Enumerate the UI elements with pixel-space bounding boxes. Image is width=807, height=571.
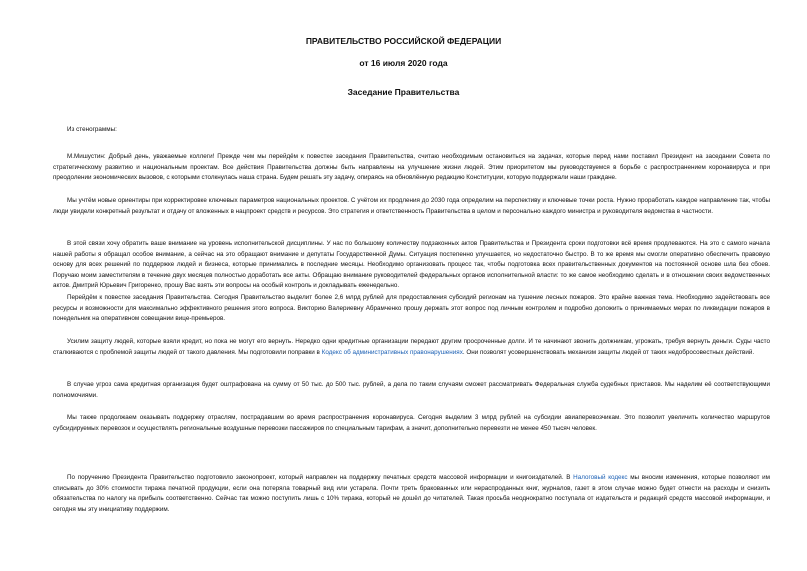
paragraph: В этой связи хочу обратить ваше внимание на уровень исполнительской дисциплины. У нас по большому количеству подзаконных актов Правительства и Президента сроки подготовки всё время продлеваются. На это с самого начала нашей работы я обращал особое внимание, а сейчас на это обращают внимание и депутаты Государственной Думы. Ситуация постепенно улучшается, но недостаточно быстро. В то же время мы смогли оперативно обеспечить правовую основу для всех решений по поддержке людей и бизнеса, которые принимались в последние месяцы. Необходимо организовать процесс так, чтобы подготовка всех правительственных документов на постоянной основе шла без сбоев. Поручаю моим заместителям в течение двух месяцев полностью доработать все акты. Обращаю внимание руководителей федеральных органов исполнительной власти: то же самое необходимо сделать и в отношении своих ведомственных актов. Дмитрий Юрьевич Григоренко, прошу Вас взять эти вопросы на особый контроль и докладывать еженедельно. (53, 240, 770, 289)
paragraph: Мы учтём новые ориентиры при корректировке ключевых параметров национальных проектов. С учётом их продления до 2030 года определим на перспективу и ключевые точки роста. Нужно проработать каждое направление так, чтобы люди увидели конкретный результат и отдачу от вложенных в нацпроект средств и ресурсов. Это стратегия и ответственность Правительства в целом и персонально каждого министра и руководителя ведомства в частности. (53, 197, 770, 215)
koap-link[interactable]: Кодекс об административных правонарушениях (321, 348, 463, 356)
paragraph-text: По поручению Президента Правительство подготовило законопроект, который направлен на поддержку печатных средств массовой информации и книгоиздателей. В (67, 474, 574, 481)
document-subtitle: Заседание Правительства (347, 87, 460, 97)
paragraph: М.Мишустин: Добрый день, уважаемые коллеги! Прежде чем мы перейдём к повестке заседания Правительства, считаю необходимым остановиться на задачах, которые перед нами поставил Президент на заседании Совета по стратегическому развитию и национальным проектам. Все действия Правительства должны быть направлены на улучшение жизни людей. Этим приоритетом мы руководствуемся в борьбе с распространением коронавируса и при преодолении экономических вызовов, с которыми столкнулась наша страна. Будем решать эту задачу, опираясь на обновлённую редакцию Конституции, которую поддержали наши граждане. (53, 153, 770, 181)
paragraph-text: мы вносим изменения, которые позволяют им списывать до 30% стоимости тиража печатной продукции, если она потеряла товарный вид или устарела. Почти треть бракованных или нераспроданных книг, журналов, газет в этом случае можно будет отнести на расходы и снизить обязательства по налогу на прибыль соответственно. Сейчас так можно поступить лишь с 10% тиража, который не дошёл до читателей. Такая просьба неоднократно поступала от издательств и редакций средств массовой информации, и сегодня мы эту инициативу поддержим. (53, 474, 770, 513)
tax-code-link[interactable]: Налоговый кодекс (573, 474, 628, 481)
paragraph: Мы также продолжаем оказывать поддержку отраслям, пострадавшим во время распространения коронавируса. Сегодня выделим 3 млрд рублей на субсидии авиаперевозчикам. Это позволит увеличить количество маршрутов субсидируемых перевозок и осуществлять региональные воздушные перевозки пассажиров по специальным тарифам, а значит, дополнительно перевезти не менее 450 тысяч человек. (53, 414, 770, 432)
paragraph (53, 473, 770, 515)
document-date: от 16 июля 2020 года (359, 58, 448, 68)
paragraph (53, 337, 770, 358)
paragraph: В случае угроз сама кредитная организация будет оштрафована на сумму от 50 тыс. до 500 тыс. рублей, а дела по таким случаям сможет рассматривать Федеральная служба судебных приставов. Мы наделим её соответствующими полномочиями. (53, 381, 770, 399)
document-title: ПРАВИТЕЛЬСТВО РОССИЙСКОЙ ФЕДЕРАЦИИ (305, 36, 502, 46)
intro-paragraph: Из стенограммы: (67, 126, 117, 133)
paragraph-text: . Они позволят усовершенствовать механизм защиты людей от таких недобросовестных действий. (462, 348, 755, 356)
paragraph-text: Усилим защиту людей, которые взяли кредит, но пока не могут его вернуть. Нередко одни кредитные организации передают другим просроченные долги. И те начинают звонить должникам, угрожать, требуя вернуть деньги. Суды часто сталкиваются с проблемой защиты людей от такого давления. Мы подготовили поправки в (53, 338, 770, 356)
paragraph: Перейдём к повестке заседания Правительства. Сегодня Правительство выделит более 2,6 млрд рублей для предоставления субсидий регионам на тушение лесных пожаров. Это крайне важная тема. Необходимо задействовать все ресурсы и возможности для максимально эффективного решения этого вопроса. Викторию Валериевну Абрамченко прошу держать этот вопрос под личным контролем и подробно доложить о принимаемых мерах по ликвидации пожаров в понедельник на оперативном совещании вице-премьеров. (53, 294, 770, 322)
